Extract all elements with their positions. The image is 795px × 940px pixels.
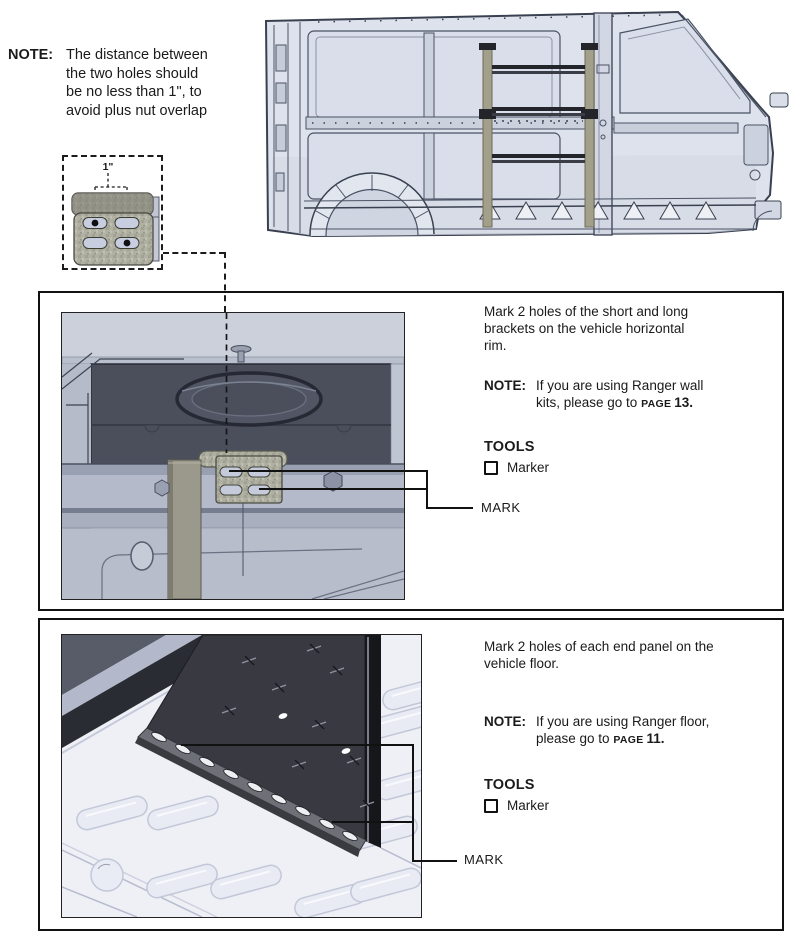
wall-bracket-illustration xyxy=(62,313,404,599)
instruction-line: Mark 2 holes of each end panel on the xyxy=(484,639,714,654)
mark-leader-line xyxy=(259,488,428,490)
note-line-text: please go to xyxy=(536,731,610,747)
step1-mark-label: MARK xyxy=(481,500,521,515)
detail-callout-box xyxy=(62,155,163,270)
mark-leader-line xyxy=(229,470,428,472)
instruction-line: vehicle floor. xyxy=(484,656,560,672)
checkbox-icon xyxy=(484,799,498,813)
step2-tools xyxy=(484,777,549,813)
page-word: PAGE xyxy=(613,734,644,747)
note-line: If you are using Ranger floor, xyxy=(536,714,710,729)
mark-leader-line xyxy=(181,744,414,746)
upper-rim-band xyxy=(62,313,404,364)
note-line: If you are using Ranger wall xyxy=(536,378,704,393)
top-note-text xyxy=(66,46,208,120)
hex-nut xyxy=(155,480,169,496)
floor-panel-illustration xyxy=(62,635,421,917)
mark-leader-line xyxy=(412,860,457,862)
bracket-detail-illustration xyxy=(64,157,161,268)
checkbox-icon xyxy=(484,461,498,475)
top-note xyxy=(8,46,208,120)
tool-item xyxy=(484,798,549,813)
floor-knob xyxy=(91,859,123,891)
mark-leader-line xyxy=(426,507,473,509)
note-line-text: kits, please go to xyxy=(536,395,638,411)
tools-label: TOOLS xyxy=(484,439,535,455)
dimension-label: 1" xyxy=(102,161,114,173)
note-label: NOTE: xyxy=(484,714,526,729)
step1-note xyxy=(484,377,703,413)
step1-tools xyxy=(484,439,549,475)
tool-name: Marker xyxy=(507,798,550,813)
step2-note xyxy=(484,713,709,749)
note-text xyxy=(536,377,703,413)
callout-connector-vertical xyxy=(224,252,226,312)
van-frame-illustration xyxy=(258,5,792,248)
tool-item xyxy=(484,460,549,475)
callout-connector-horizontal xyxy=(163,252,225,254)
note-line xyxy=(536,394,703,413)
step2-illustration-frame xyxy=(61,634,422,918)
step2-instruction xyxy=(484,638,714,672)
page-word: PAGE xyxy=(641,398,672,411)
top-note-line: The distance between xyxy=(66,47,208,63)
mark-leader-line xyxy=(332,821,414,823)
step1-instruction xyxy=(484,303,688,355)
galvanized-bracket xyxy=(216,456,282,503)
step2-mark-label: MARK xyxy=(464,852,504,867)
dark-rail-panel xyxy=(91,364,404,464)
note-text xyxy=(536,713,709,749)
rim-texture xyxy=(72,193,153,215)
step1-illustration-frame xyxy=(61,312,405,600)
note-label: NOTE: xyxy=(484,378,526,393)
top-note-line: avoid plus nut overlap xyxy=(66,102,208,119)
instruction-line: brackets on the vehicle horizontal xyxy=(484,321,685,337)
mark-leader-line xyxy=(412,744,414,862)
page-number: 11. xyxy=(646,731,665,747)
vertical-post xyxy=(168,460,201,599)
tools-label: TOOLS xyxy=(484,777,535,793)
tool-name: Marker xyxy=(507,460,550,475)
top-note-line: the two holes should xyxy=(66,65,199,82)
mark-leader-line xyxy=(426,470,428,509)
instruction-line: rim. xyxy=(484,338,507,354)
instruction-line: Mark 2 holes of the short and long xyxy=(484,304,689,319)
top-note-label: NOTE: xyxy=(8,47,54,63)
top-note-line: be no less than 1", to xyxy=(66,84,202,101)
note-line xyxy=(536,730,709,749)
page-number: 13. xyxy=(674,395,694,411)
